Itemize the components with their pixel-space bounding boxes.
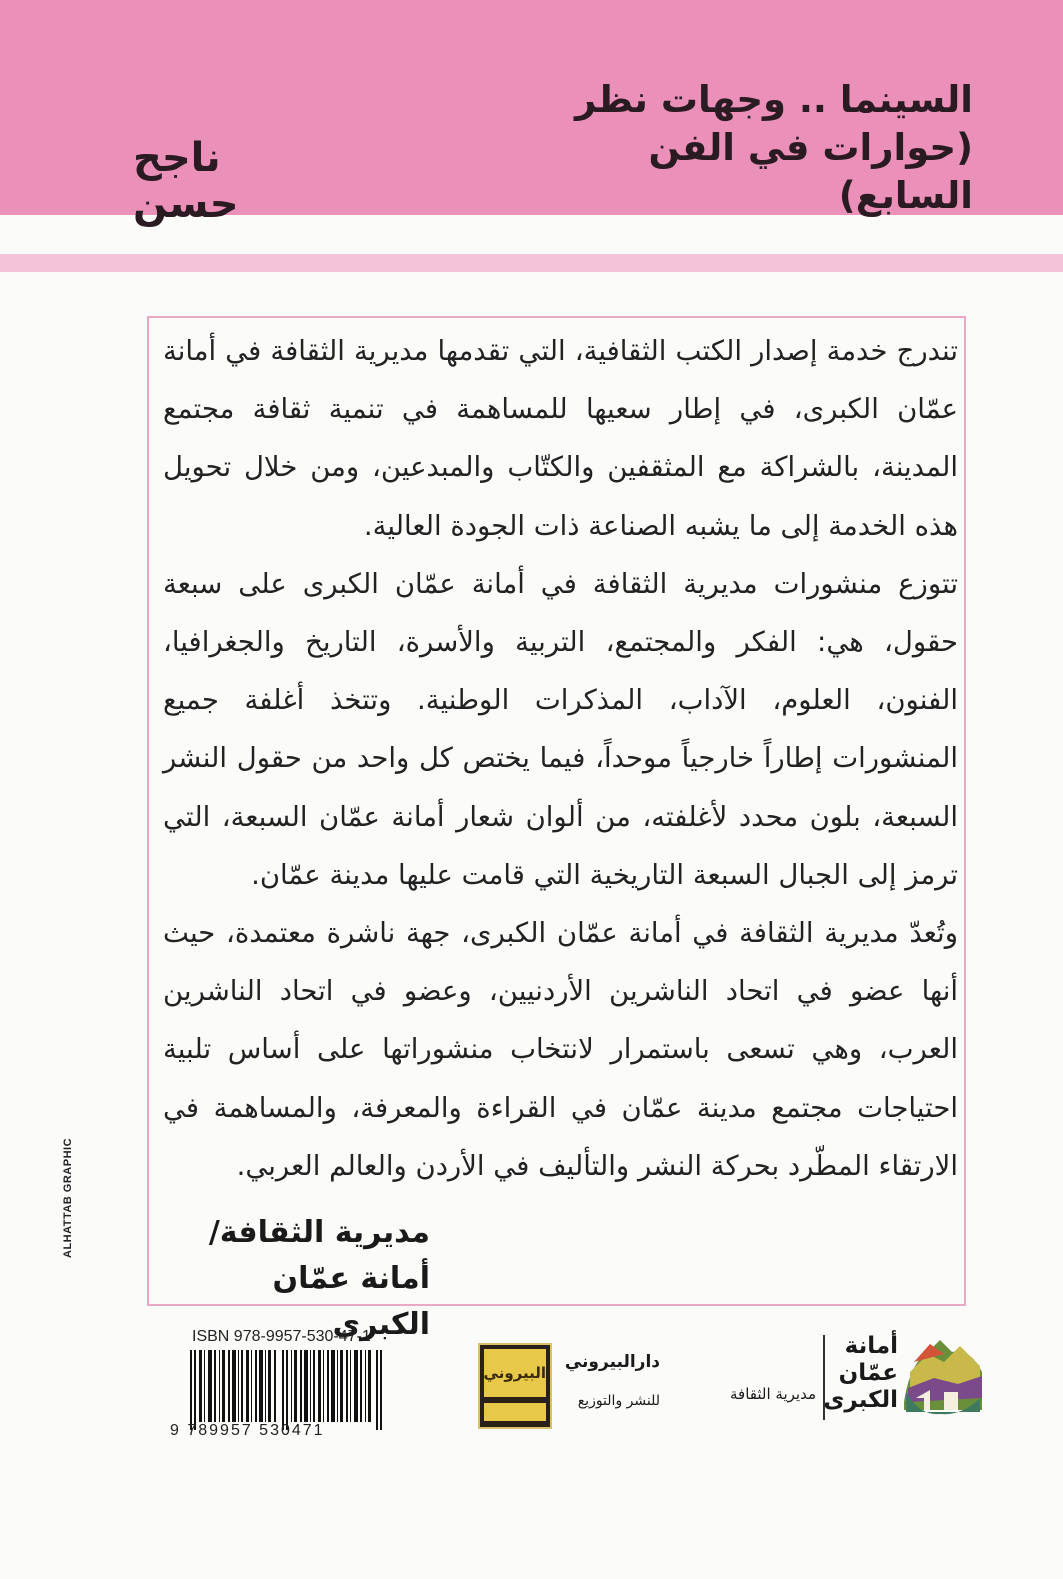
amana-line2: عمّان [838, 1360, 898, 1386]
blurb-paragraph: وتُعدّ مديرية الثقافة في أمانة عمّان الكبرى، جهة ناشرة معتمدة، حيث أنها عضو في اتحاد الناشرين الأردنيين، وعضو في اتحاد الناشرين العرب، وهي تسعى باستمرار لانتخاب منشوراتها على أساس تلبية احتياجات مجتمع مدينة عمّان في القراءة والمعرفة، والمساهمة في الارتقاء المطّرد بحركة النشر والتأليف في الأردن والعالم العربي. [163, 917, 958, 1182]
book-title-line2: (حوارات في الفن السابع) [648, 126, 973, 217]
blurb-text [163, 322, 958, 1195]
department-label: مديرية الثقافة [730, 1385, 816, 1403]
blurb-paragraph: تندرج خدمة إصدار الكتب الثقافية، التي تقدمها مديرية الثقافة في أمانة عمّان الكبرى، في إطار سعيها للمساهمة في تنمية ثقافة مجتمع المدينة، بالشراكة مع المثقفين والكتّاب والمبدعين، ومن خلال تحويل هذه الخدمة إلى ما يشبه الصناعة ذات الجودة العالية. [163, 335, 958, 542]
printer-credit: ALHATTAB GRAPHIC [62, 1137, 74, 1258]
header-accent-line [0, 254, 1063, 272]
amana-logo-icon [900, 1332, 986, 1422]
signature-line2: أمانة عمّان الكبرى [272, 1261, 430, 1342]
barcode-digits: 9 789957 530471 [170, 1422, 325, 1439]
barcode-icon [190, 1350, 385, 1430]
amana-line3: الكبرى [823, 1387, 898, 1413]
signature-line1: مديرية الثقافة/ [208, 1215, 430, 1250]
publisher-logo-text: البيروني [484, 1349, 546, 1397]
amana-name [823, 1333, 898, 1414]
publisher-name: دارالبيروني [564, 1352, 660, 1372]
book-title [553, 76, 973, 220]
blurb-paragraph: تتوزع منشورات مديرية الثقافة في أمانة عمّان الكبرى على سبعة حقول، هي: الفكر والمجتمع، التربية والأسرة، التاريخ والجغرافيا، الفنون، العلوم، الآداب، المذكرات الوطنية. وتتخذ أغلفة جميع المنشورات إطاراً خارجياً موحداً، فيما يختص كل واحد من حقول النشر السبعة، بلون محدد لأغلفته، من ألوان شعار أمانة عمّان السبعة، التي ترمز إلى الجبال السبعة التاريخية التي قامت عليها مدينة عمّان. [163, 567, 958, 891]
book-title-line1: السينما .. وجهات نظر [574, 78, 973, 121]
author-name: ناجح حسن [133, 135, 239, 227]
publisher-subtitle: للنشر والتوزيع [577, 1393, 660, 1409]
publisher-logo [478, 1343, 552, 1429]
amana-line1: أمانة [844, 1333, 898, 1359]
isbn-label: ISBN 978-9957-530-47-1 [192, 1328, 371, 1345]
publisher-logo-strip [484, 1403, 546, 1421]
